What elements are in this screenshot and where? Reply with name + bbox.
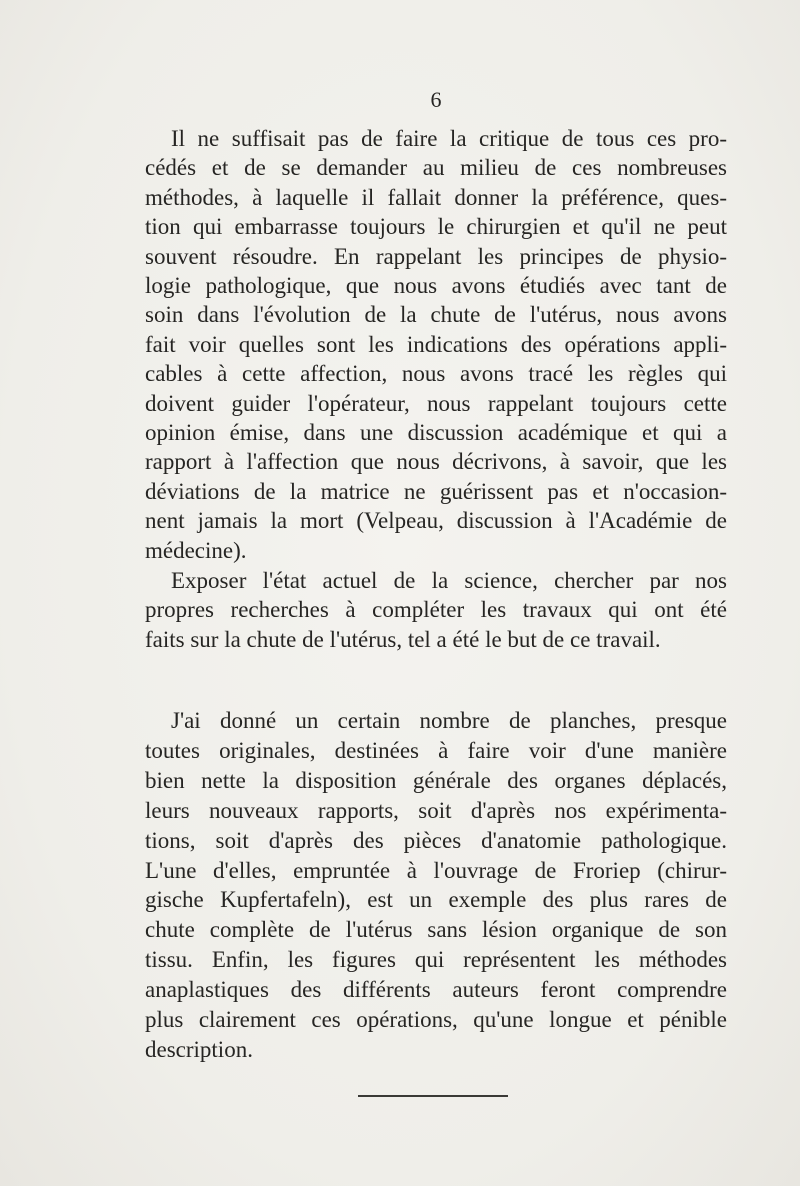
text-line: description.	[145, 1036, 253, 1062]
text-line: doivent guider l'opérateur, nous rappelant toujours cette	[145, 390, 727, 416]
text-line: soin dans l'évolution de la chute de l'utérus, nous avons	[145, 302, 727, 328]
text-line: gische Kupfertafeln), est un exemple des plus rares de	[145, 887, 727, 913]
text-line: souvent résoudre. En rappelant les principes de physio-	[145, 243, 727, 269]
text-line: cédés et de se demander au milieu de ces nombreuses	[145, 155, 727, 181]
text-line: opinion émise, dans une discussion académique et qui a	[145, 420, 727, 446]
paragraph-1	[145, 124, 727, 565]
text-line: médecine).	[145, 537, 247, 563]
text-line: cables à cette affection, nous avons tracé les règles qui	[145, 361, 727, 387]
page-number: 6	[430, 87, 442, 112]
text-line: nent jamais la mort (Velpeau, discussion à l'Académie de	[145, 508, 727, 534]
text-line: tissu. Enfin, les figures qui représentent les méthodes	[145, 947, 727, 973]
text-line: anaplastiques des différents auteurs feront comprendre	[145, 977, 727, 1003]
text-line: bien nette la disposition générale des organes déplacés,	[145, 767, 727, 793]
text-line: propres recherches à compléter les travaux qui ont été	[145, 597, 727, 623]
text-line: plus clairement ces opérations, qu'une longue et pénible	[145, 1007, 727, 1033]
text-line: toutes originales, destinées à faire voir d'une manière	[145, 737, 727, 763]
text-line: Il ne suffisait pas de faire la critique de tous ces pro-	[171, 126, 727, 151]
text-line: déviations de la matrice ne guérissent pas et n'occasion-	[145, 478, 727, 504]
text-line: leurs nouveaux rapports, soit d'après nos expérimenta-	[145, 797, 727, 823]
text-line: J'ai donné un certain nombre de planches, presque	[171, 708, 727, 733]
text-line: méthodes, à laquelle il fallait donner la préférence, ques-	[145, 184, 727, 210]
text-line: Exposer l'état actuel de la science, chercher par nos	[171, 568, 727, 593]
text-line: rapport à l'affection que nous décrivons, à savoir, que les	[145, 449, 727, 475]
text-line: faits sur la chute de l'utérus, tel a été le but de ce travail.	[145, 626, 661, 652]
text-line: logie pathologique, que nous avons étudiés avec tant de	[145, 273, 727, 299]
paragraph-2	[145, 566, 727, 654]
text-line: chute complète de l'utérus sans lésion organique de son	[145, 917, 727, 943]
text-line: fait voir quelles sont les indications des opérations appli-	[145, 331, 727, 357]
closing-rule	[358, 1095, 508, 1097]
paragraph-3	[145, 706, 727, 1065]
text-line: tions, soit d'après des pièces d'anatomie pathologique.	[145, 827, 727, 853]
text-line: L'une d'elles, empruntée à l'ouvrage de Froriep (chirur-	[145, 857, 727, 883]
text-line: tion qui embarrasse toujours le chirurgien et qu'il ne peut	[145, 214, 727, 240]
